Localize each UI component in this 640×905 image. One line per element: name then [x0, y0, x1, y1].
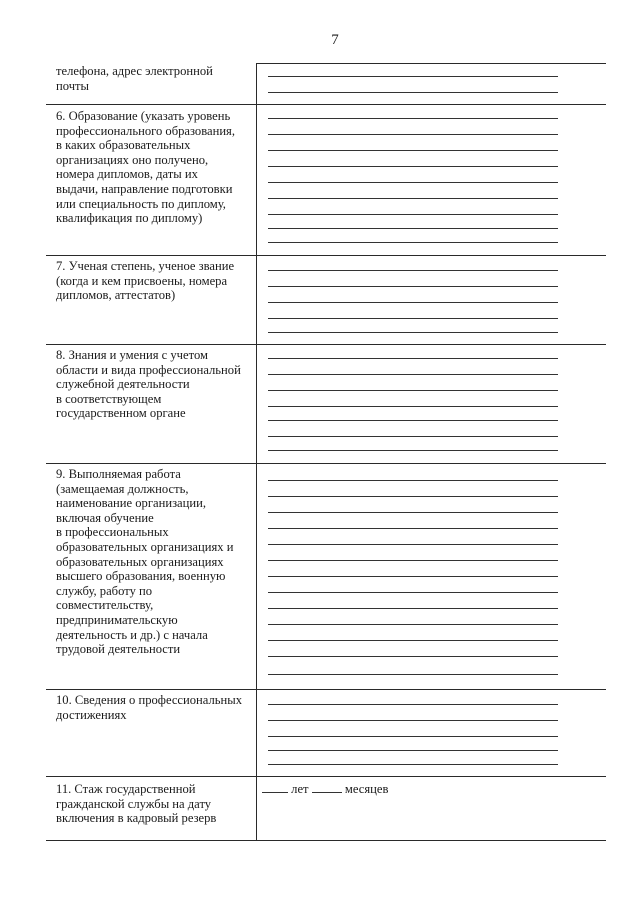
degree-fill-line[interactable] — [268, 270, 558, 271]
achievements-fill-line[interactable] — [268, 764, 558, 765]
knowledge-fill-line[interactable] — [268, 374, 558, 375]
row-label-knowledge: 8. Знания и умения с учетом области и вида профессиональной служебной деятельности в соответствующем государственном органе — [56, 348, 241, 421]
service-length-field — [262, 782, 388, 797]
knowledge-fill-line[interactable] — [268, 450, 558, 451]
row-label-work-history: 9. Выполняемая работа (замещаемая должность, наименование организации, включая обучение в профессиональных образовательных организациях и образовательных организациях высшего образования, военную службу, работу по совместительству, предпринимательскую деятельность и др.) с начала трудовой деятельности — [56, 467, 234, 657]
education-fill-line[interactable] — [268, 182, 558, 183]
years-word: лет — [291, 782, 309, 796]
degree-fill-line[interactable] — [268, 286, 558, 287]
work-history-fill-line[interactable] — [268, 624, 558, 625]
work-history-fill-line[interactable] — [268, 496, 558, 497]
row-divider — [46, 689, 606, 690]
education-fill-line[interactable] — [268, 150, 558, 151]
degree-fill-line[interactable] — [268, 302, 558, 303]
achievements-fill-line[interactable] — [268, 704, 558, 705]
row-divider — [46, 104, 606, 105]
months-blank[interactable] — [312, 782, 342, 793]
education-fill-line[interactable] — [268, 166, 558, 167]
work-history-fill-line[interactable] — [268, 656, 558, 657]
knowledge-fill-line[interactable] — [268, 436, 558, 437]
row-label-contacts: телефона, адрес электронной почты — [56, 64, 213, 93]
work-history-fill-line[interactable] — [268, 674, 558, 675]
contacts-fill-line[interactable] — [268, 76, 558, 77]
knowledge-fill-line[interactable] — [268, 420, 558, 421]
knowledge-fill-line[interactable] — [268, 358, 558, 359]
row-divider — [46, 344, 606, 345]
work-history-fill-line[interactable] — [268, 560, 558, 561]
work-history-fill-line[interactable] — [268, 480, 558, 481]
education-fill-line[interactable] — [268, 228, 558, 229]
education-fill-line[interactable] — [268, 214, 558, 215]
knowledge-fill-line[interactable] — [268, 406, 558, 407]
education-fill-line[interactable] — [268, 134, 558, 135]
education-fill-line[interactable] — [268, 242, 558, 243]
achievements-fill-line[interactable] — [268, 750, 558, 751]
years-blank[interactable] — [262, 782, 288, 793]
table-column-divider — [256, 63, 257, 841]
contacts-fill-line[interactable] — [268, 92, 558, 93]
page-number: 7 — [331, 32, 339, 48]
work-history-fill-line[interactable] — [268, 528, 558, 529]
education-fill-line[interactable] — [268, 198, 558, 199]
row-label-achievements: 10. Сведения о профессиональных достижениях — [56, 693, 243, 722]
work-history-fill-line[interactable] — [268, 512, 558, 513]
months-word: месяцев — [344, 782, 389, 796]
table-top-border-right — [256, 63, 606, 64]
row-divider — [46, 255, 606, 256]
achievements-fill-line[interactable] — [268, 736, 558, 737]
work-history-fill-line[interactable] — [268, 592, 558, 593]
row-divider — [46, 776, 606, 777]
row-label-education: 6. Образование (указать уровень профессионального образования, в каких образовательных организациях оно получено, номера дипломов, даты их выдачи, направление подготовки или специальность по диплому, квалификация по диплому) — [56, 109, 235, 226]
table-bottom-border — [46, 840, 606, 841]
row-label-service-length: 11. Стаж государственной гражданской службы на дату включения в кадровый резерв — [56, 782, 217, 826]
education-fill-line[interactable] — [268, 118, 558, 119]
degree-fill-line[interactable] — [268, 332, 558, 333]
knowledge-fill-line[interactable] — [268, 390, 558, 391]
degree-fill-line[interactable] — [268, 318, 558, 319]
work-history-fill-line[interactable] — [268, 608, 558, 609]
work-history-fill-line[interactable] — [268, 640, 558, 641]
achievements-fill-line[interactable] — [268, 720, 558, 721]
work-history-fill-line[interactable] — [268, 544, 558, 545]
row-label-degree: 7. Ученая степень, ученое звание (когда и кем присвоены, номера дипломов, аттестатов) — [56, 259, 235, 303]
row-divider — [46, 463, 606, 464]
work-history-fill-line[interactable] — [268, 576, 558, 577]
